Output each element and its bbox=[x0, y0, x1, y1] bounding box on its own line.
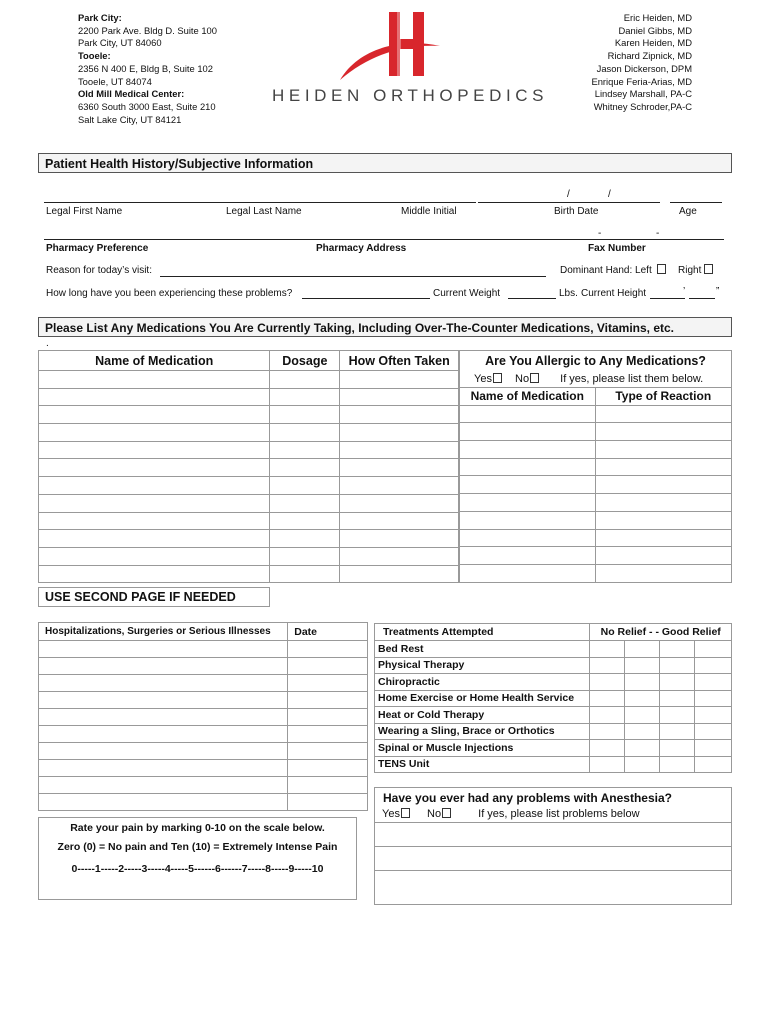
inch-mark: ” bbox=[716, 286, 720, 297]
table-row bbox=[375, 740, 732, 757]
label-last-name: Legal Last Name bbox=[226, 206, 302, 217]
table-row[interactable] bbox=[39, 777, 368, 794]
location-line: Tooele, UT 84074 bbox=[78, 75, 152, 87]
allergy-no-checkbox[interactable] bbox=[530, 373, 539, 383]
label-pharmacy-address: Pharmacy Address bbox=[316, 243, 407, 254]
label-height: Current Height bbox=[581, 288, 647, 299]
label-fax: Fax Number bbox=[588, 243, 646, 254]
table-row[interactable] bbox=[39, 726, 368, 743]
logo-text: HEIDEN ORTHOPEDICS bbox=[272, 86, 549, 105]
label-no: No bbox=[515, 372, 530, 385]
treatment-chiropractic: Chiropractic bbox=[375, 674, 590, 691]
height-feet-line[interactable] bbox=[650, 298, 685, 299]
table-row bbox=[375, 690, 732, 707]
treatment-home-exercise: Home Exercise or Home Health Service bbox=[375, 690, 590, 707]
provider: Karen Heiden, MD bbox=[614, 37, 692, 49]
dot: . bbox=[46, 338, 49, 349]
feet-mark: ’ bbox=[683, 286, 686, 297]
col-medication-name: Name of Medication bbox=[39, 351, 270, 371]
anesthesia-box bbox=[374, 787, 732, 905]
anesthesia-line[interactable] bbox=[375, 871, 731, 895]
anesthesia-line[interactable] bbox=[375, 823, 731, 847]
label-reason: Reason for today’s visit: bbox=[46, 265, 152, 276]
fax-sep: - bbox=[598, 228, 602, 239]
provider: Eric Heiden, MD bbox=[623, 12, 692, 23]
table-row[interactable] bbox=[460, 564, 732, 582]
table-row bbox=[375, 641, 732, 658]
col-how-often: How Often Taken bbox=[340, 351, 459, 371]
table-row[interactable] bbox=[39, 424, 459, 442]
provider: Jason Dickerson, DPM bbox=[596, 62, 692, 74]
section-title-health-history: Patient Health History/Subjective Information bbox=[38, 153, 732, 173]
col-relief: No Relief - - Good Relief bbox=[590, 624, 732, 641]
table-row[interactable] bbox=[460, 405, 732, 423]
provider: Lindsey Marshall, PA-C bbox=[594, 88, 692, 100]
col-treatments: Treatments Attempted bbox=[375, 624, 590, 641]
col-dosage: Dosage bbox=[270, 351, 340, 371]
provider: Richard Zipnick, MD bbox=[607, 50, 692, 62]
location-line: 6360 South 3000 East, Suite 210 bbox=[78, 100, 216, 112]
table-row[interactable] bbox=[39, 794, 368, 811]
anesthesia-question: Have you ever had any problems with Anesthesia? bbox=[383, 791, 672, 805]
weight-line[interactable] bbox=[508, 298, 556, 299]
label-middle-initial: Middle Initial bbox=[401, 206, 457, 217]
clinic-locations bbox=[78, 12, 217, 126]
label-first-name: Legal First Name bbox=[46, 206, 123, 217]
col-date: Date bbox=[288, 623, 368, 641]
table-row[interactable] bbox=[39, 494, 459, 512]
how-long-line[interactable] bbox=[302, 298, 430, 299]
anesthesia-instruction: If yes, please list problems below bbox=[478, 808, 640, 820]
table-row[interactable] bbox=[39, 441, 459, 459]
table-row[interactable] bbox=[39, 388, 459, 406]
pain-scale[interactable]: 0-----1-----2-----3-----4-----5------6------7-----8-----9-----10 bbox=[71, 863, 324, 875]
allergy-instruction: If yes, please list them below. bbox=[560, 372, 704, 385]
label-birth-date: Birth Date bbox=[554, 206, 599, 217]
provider: Whitney Schroder,PA-C bbox=[593, 100, 692, 112]
treatment-tens: TENS Unit bbox=[375, 756, 590, 773]
table-row[interactable] bbox=[39, 692, 368, 709]
label-no: No bbox=[427, 808, 442, 820]
hospitalization-table bbox=[38, 622, 368, 811]
treatment-bed-rest: Bed Rest bbox=[375, 641, 590, 658]
label-yes: Yes bbox=[382, 808, 400, 820]
pharmacy-line[interactable] bbox=[44, 239, 724, 240]
location-line: Park City, UT 84060 bbox=[78, 37, 162, 49]
table-row[interactable] bbox=[39, 547, 459, 565]
label-lbs: Lbs. bbox=[559, 288, 578, 299]
table-row bbox=[375, 756, 732, 773]
table-row[interactable] bbox=[39, 477, 459, 495]
treatment-heat-cold: Heat or Cold Therapy bbox=[375, 707, 590, 724]
col-hospitalizations: Hospitalizations, Surgeries or Serious Illnesses bbox=[39, 623, 288, 641]
table-row[interactable] bbox=[460, 458, 732, 476]
treatment-physical-therapy: Physical Therapy bbox=[375, 657, 590, 674]
table-row[interactable] bbox=[39, 675, 368, 692]
table-row[interactable] bbox=[460, 529, 732, 547]
treatment-sling-brace: Wearing a Sling, Brace or Orthotics bbox=[375, 723, 590, 740]
label-weight: Current Weight bbox=[433, 288, 501, 299]
anesthesia-no-checkbox[interactable] bbox=[442, 808, 451, 818]
section-title-medications: Please List Any Medications You Are Currently Taking, Including Over-The-Counter Medications, Vitamins, etc. bbox=[38, 317, 732, 337]
medication-table bbox=[38, 350, 459, 583]
label-yes: Yes bbox=[474, 372, 492, 385]
birth-sep: / bbox=[567, 189, 570, 200]
table-row[interactable] bbox=[460, 441, 732, 459]
col-allergy-med: Name of Medication bbox=[460, 388, 596, 406]
table-row[interactable] bbox=[39, 371, 459, 389]
table-row[interactable] bbox=[460, 494, 732, 512]
provider: Enrique Feria-Arias, MD bbox=[591, 75, 692, 87]
right-hand-checkbox[interactable] bbox=[704, 264, 713, 274]
table-row[interactable] bbox=[39, 565, 459, 583]
table-row[interactable] bbox=[460, 547, 732, 565]
location-line: 2200 Park Ave. Bldg D. Suite 100 bbox=[78, 24, 217, 36]
table-row[interactable] bbox=[39, 709, 368, 726]
height-inches-line[interactable] bbox=[689, 298, 715, 299]
location-name: Tooele: bbox=[78, 50, 111, 62]
table-row bbox=[375, 707, 732, 724]
pain-title: Rate your pain by marking 0-10 on the scale below. bbox=[70, 822, 325, 834]
table-row[interactable] bbox=[39, 658, 368, 675]
label-dominant-hand: Dominant Hand: Left bbox=[560, 265, 652, 276]
pain-scale-box bbox=[38, 817, 357, 900]
birth-sep: / bbox=[608, 189, 611, 200]
table-row[interactable] bbox=[39, 641, 368, 658]
allergy-question: Are You Allergic to Any Medications? bbox=[460, 351, 732, 371]
table-row[interactable] bbox=[39, 743, 368, 760]
table-row[interactable] bbox=[39, 760, 368, 777]
left-hand-checkbox[interactable] bbox=[657, 264, 666, 274]
table-row bbox=[375, 723, 732, 740]
table-row[interactable] bbox=[460, 423, 732, 441]
table-row[interactable] bbox=[39, 512, 459, 530]
birth-date-line[interactable] bbox=[478, 202, 660, 203]
location-line: Salt Lake City, UT 84121 bbox=[78, 113, 182, 125]
location-line: 2356 N 400 E, Bldg B, Suite 102 bbox=[78, 62, 213, 74]
anesthesia-line[interactable] bbox=[375, 847, 731, 871]
heiden-logo-icon bbox=[335, 8, 445, 84]
second-page-note: USE SECOND PAGE IF NEEDED bbox=[38, 587, 270, 607]
treatments-table bbox=[374, 623, 732, 773]
label-age: Age bbox=[679, 206, 697, 217]
allergy-yes-no bbox=[460, 371, 732, 388]
allergy-yes-checkbox[interactable] bbox=[493, 373, 502, 383]
table-row[interactable] bbox=[39, 406, 459, 424]
anesthesia-yes-no bbox=[375, 805, 731, 823]
fax-sep: - bbox=[656, 228, 660, 239]
location-name: Old Mill Medical Center: bbox=[78, 88, 185, 100]
treatment-injections: Spinal or Muscle Injections bbox=[375, 740, 590, 757]
table-row[interactable] bbox=[460, 476, 732, 494]
label-right: Right bbox=[678, 265, 702, 276]
location-name: Park City: bbox=[78, 12, 122, 23]
provider-list bbox=[591, 12, 692, 114]
label-how-long: How long have you been experiencing these problems? bbox=[46, 288, 293, 299]
table-row[interactable] bbox=[39, 459, 459, 477]
reason-line[interactable] bbox=[160, 276, 546, 277]
pain-description: Zero (0) = No pain and Ten (10) = Extremely Intense Pain bbox=[57, 841, 338, 853]
name-line[interactable] bbox=[44, 202, 476, 203]
table-row[interactable] bbox=[460, 511, 732, 529]
allergy-table bbox=[459, 350, 732, 583]
table-row bbox=[375, 657, 732, 674]
provider: Daniel Gibbs, MD bbox=[618, 24, 692, 36]
anesthesia-yes-checkbox[interactable] bbox=[401, 808, 410, 818]
table-row[interactable] bbox=[39, 530, 459, 548]
col-reaction: Type of Reaction bbox=[595, 388, 731, 406]
label-pharmacy: Pharmacy Preference bbox=[46, 243, 149, 254]
table-row bbox=[375, 674, 732, 691]
age-line[interactable] bbox=[670, 202, 722, 203]
